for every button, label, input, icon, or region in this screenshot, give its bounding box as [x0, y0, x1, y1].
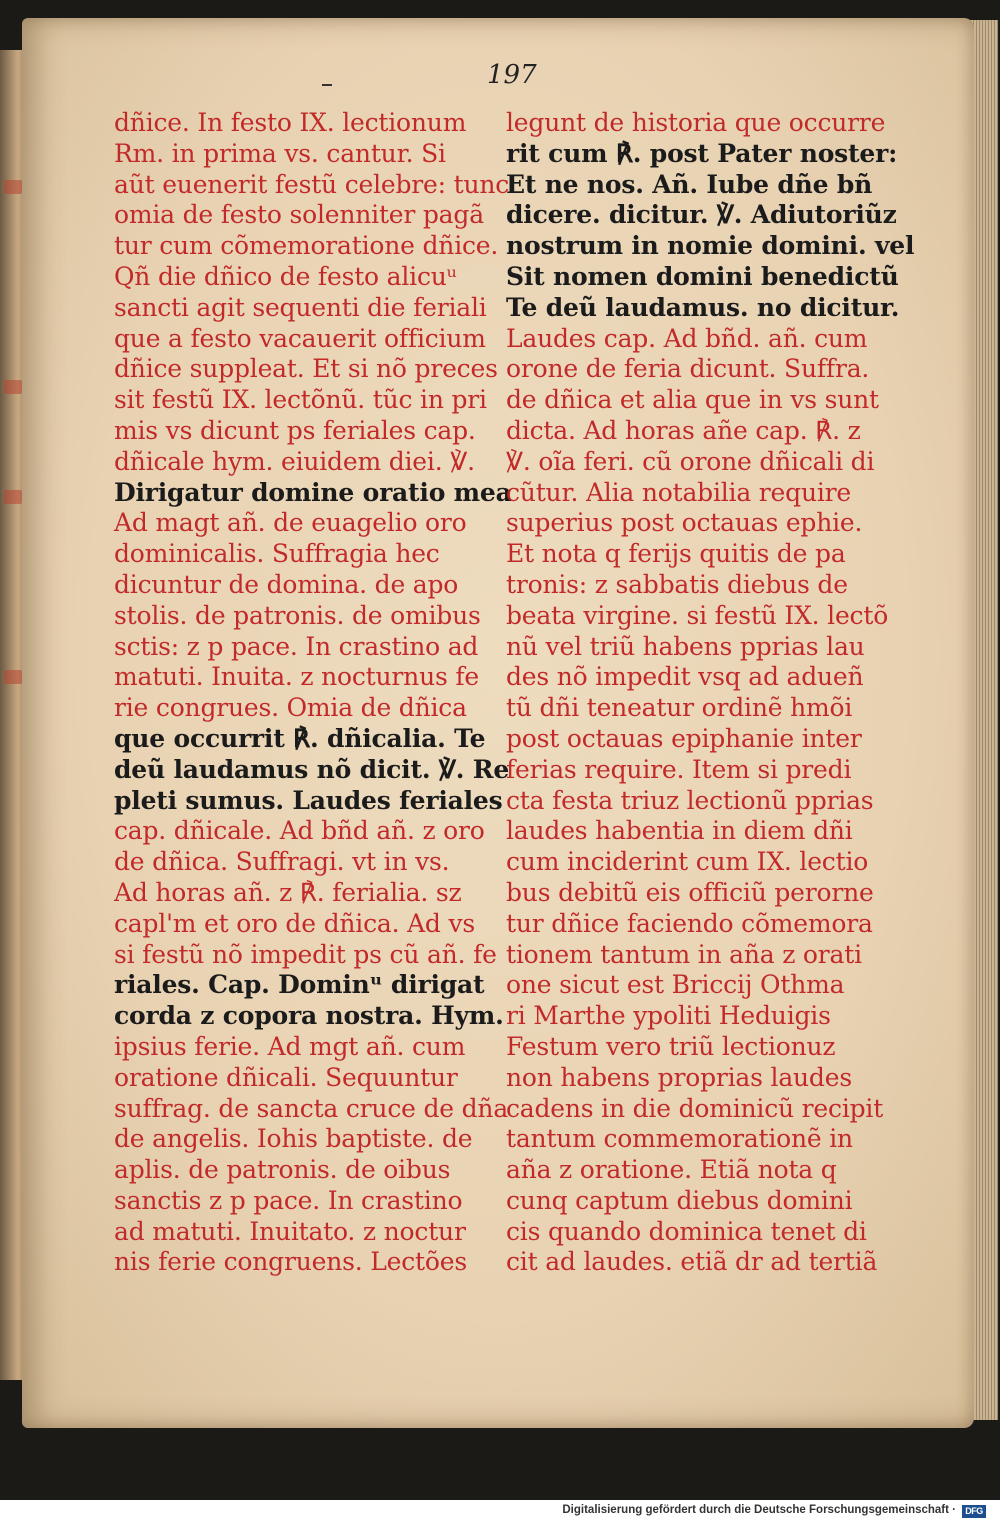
text-line: Ad magt añ. de euagelio oro [114, 508, 467, 538]
text-line: cunq captum diebus domini [506, 1185, 853, 1215]
text-line: des nõ impedit vsq ad adueñ [506, 662, 864, 692]
text-line: de dñica et alia que in vs sunt [506, 385, 879, 415]
folio-dash [322, 84, 332, 86]
previous-page-fragment [4, 670, 22, 684]
text-line: cadens in die dominicũ recipit [506, 1093, 884, 1123]
folio-number: 197 [487, 60, 537, 90]
text-line: Qñ die dñico de festo alicuᵘ [114, 261, 457, 291]
text-line: Sit nomen domini benedictũ [506, 261, 899, 291]
text-line: deũ laudamus nõ dicit. ℣. Re [114, 754, 510, 784]
text-line: sctis: z p pace. In crastino ad [114, 631, 479, 661]
text-line: mis vs dicunt ps feriales cap. [114, 415, 476, 445]
text-line: stolis. de patronis. de omibus [114, 600, 481, 630]
text-line: sit festũ IX. lectõnũ. tũc in pri [114, 385, 487, 415]
text-line: que occurrit ℟. dñicalia. Te [114, 723, 486, 753]
previous-page-fragment [4, 490, 22, 504]
text-line: legunt de historia que occurre [506, 108, 886, 137]
text-line: tionem tantum in aña z orati [506, 939, 862, 969]
text-line: ℣. oĩa feri. cũ orone dñicali di [506, 446, 875, 476]
text-line: orone de feria dicunt. Suffra. [506, 354, 870, 384]
text-line: Dirigatur domine oratio mea [114, 477, 512, 507]
text-line: Ad horas añ. z ℟. ferialia. sz [114, 877, 462, 907]
text-line: dominicalis. Suffragia hec [114, 539, 440, 569]
text-line: dñicale hym. eiuidem diei. ℣. [114, 446, 475, 476]
text-line: dñice suppleat. Et si nõ preces [114, 354, 498, 384]
text-line: cit ad laudes. etiã dr ad tertiã [506, 1247, 878, 1277]
text-line: dicta. Ad horas añe cap. ℟. z [506, 415, 861, 445]
text-line: cis quando dominica tenet di [506, 1216, 867, 1246]
text-line: oratione dñicali. Sequuntur [114, 1062, 458, 1092]
right-text-column [506, 108, 915, 1278]
text-line: ad matuti. Inuitato. z noctur [114, 1216, 466, 1246]
book-page [22, 18, 974, 1428]
text-line: si festũ nõ impedit ps cũ añ. fe [114, 939, 497, 969]
text-line: sancti agit sequenti die feriali [114, 292, 487, 322]
text-line: tronis: z sabbatis diebus de [506, 569, 848, 599]
left-text-column [114, 108, 512, 1278]
text-line: laudes habentia in diem dñi [506, 816, 853, 846]
text-line: de dñica. Suffragi. vt in vs. [114, 847, 450, 877]
text-line: Festum vero triũ lectionuz [506, 1031, 836, 1061]
text-line: superius post octauas ephie. [506, 508, 863, 538]
text-line: corda z copora nostra. Hym. [114, 1001, 504, 1031]
text-line: capl'm et oro de dñica. Ad vs [114, 908, 476, 938]
text-line: Rm. in prima vs. cantur. Si [114, 138, 446, 168]
text-line: ipsius ferie. Ad mgt añ. cum [114, 1031, 466, 1061]
text-line: rit cum ℟. post Pater noster: [506, 138, 898, 168]
text-line: bus debitũ eis officiũ perorne [506, 877, 874, 907]
text-line: cta festa triuz lectionũ pprias [506, 785, 874, 815]
text-line: aplis. de patronis. de oibus [114, 1155, 451, 1185]
text-line: omia de festo solenniter pagã [114, 200, 484, 230]
footer-bar [0, 1500, 1000, 1524]
text-line: beata virgine. si festũ IX. lectõ [506, 600, 889, 630]
text-line: tũ dñi teneatur ordinẽ hmõi [506, 693, 853, 723]
text-line: suffrag. de sancta cruce de dña [114, 1093, 509, 1123]
text-line: aũt euenerit festũ celebre: tunc [114, 169, 510, 199]
dfg-logo: DFG [962, 1505, 986, 1518]
text-line: ri Marthe ypoliti Heduigis [506, 1001, 831, 1031]
text-line: nis ferie congruens. Lectões [114, 1247, 467, 1277]
text-line: riales. Cap. Dominᵘ dirigat [114, 970, 485, 1000]
text-line: Te deũ laudamus. no dicitur. [506, 292, 900, 322]
text-line: pleti sumus. Laudes feriales [114, 785, 503, 815]
previous-page-fragment [4, 180, 22, 194]
text-line: post octauas epiphanie inter [506, 723, 862, 753]
text-line: one sicut est Briccij Othma [506, 970, 845, 1000]
text-line: que a festo vacauerit officium [114, 323, 486, 353]
text-line: dicere. dicitur. ℣. Adiutoriũz [506, 200, 897, 230]
text-line: matuti. Inuita. z nocturnus fe [114, 662, 480, 692]
text-line: tur cum cõmemoratione dñice. [114, 231, 499, 261]
footer-credit: Digitalisierung gefördert durch die Deutsche Forschungsgemeinschaft · [562, 1504, 956, 1516]
text-line: de angelis. Iohis baptiste. de [114, 1124, 473, 1154]
text-line: Et ne nos. Añ. Iube dñe bñ [506, 169, 873, 199]
text-line: nostrum in nomie domini. vel [506, 231, 915, 261]
text-line: cũtur. Alia notabilia require [506, 477, 851, 507]
text-line: sanctis z p pace. In crastino [114, 1185, 463, 1215]
text-line: Et nota q ferijs quitis de pa [506, 539, 846, 569]
text-line: ferias require. Item si predi [506, 754, 852, 784]
text-line: tur dñice faciendo cõmemora [506, 908, 873, 938]
text-line: nũ vel triũ habens pprias lau [506, 631, 865, 661]
text-line: cap. dñicale. Ad bñd añ. z oro [114, 816, 485, 846]
text-line: non habens proprias laudes [506, 1062, 852, 1092]
text-line: aña z oratione. Etiã nota q [506, 1155, 837, 1185]
text-line: tantum commemorationẽ in [506, 1124, 853, 1154]
text-line: Laudes cap. Ad bñd. añ. cum [506, 323, 868, 353]
text-line: cum inciderint cum IX. lectio [506, 847, 869, 877]
text-line: dñice. In festo IX. lectionum [114, 108, 467, 137]
text-line: rie congrues. Omia de dñica [114, 693, 467, 723]
text-line: dicuntur de domina. de apo [114, 569, 459, 599]
previous-page-fragment [4, 380, 22, 394]
